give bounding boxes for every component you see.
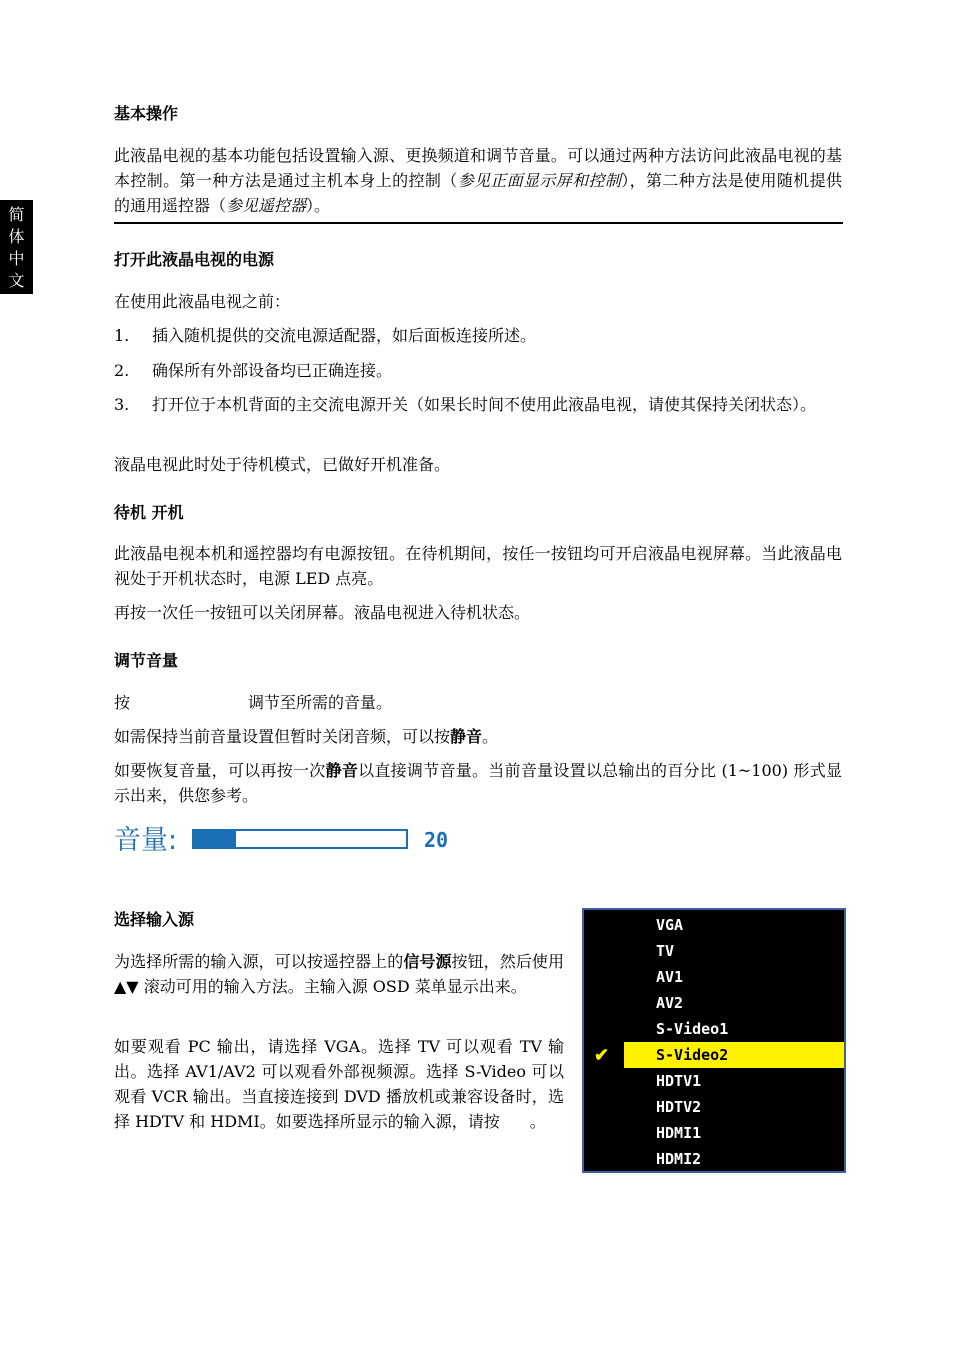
section-title-standby: 待机 开机 xyxy=(114,503,184,522)
paragraph-text: 按钮，然后使用 ▲▼ 滚动可用的输入方法。主输入源 OSD 菜单显示出来。 xyxy=(114,952,564,996)
check-icon: ✔ xyxy=(594,1045,610,1066)
paragraph-text: 如需保持当前音量设置但暂时关闭音频，可以按 xyxy=(114,727,451,746)
list-number: 2. xyxy=(114,361,130,380)
mute-key-label: 静音 xyxy=(450,727,483,746)
list-text: 确保所有外部设备均已正确连接。 xyxy=(152,361,393,380)
section-title-basic-operation: 基本操作 xyxy=(114,104,179,123)
osd-source-item[interactable]: S-Video1 xyxy=(656,1020,729,1038)
paragraph-text: 为选择所需的输入源，可以按遥控器上的 xyxy=(114,952,404,971)
volume-bar-fill xyxy=(194,831,236,847)
list-item xyxy=(114,323,842,348)
source-key-label: 信号源 xyxy=(403,952,452,971)
volume-press-line xyxy=(114,690,842,715)
list-number: 3. xyxy=(114,395,130,414)
paragraph-text: 此液晶电视的基本功能包括设置输入源、更换频道和调节音量。可以通过两种方法访问此液晶电视的基本控制。第一种方法是通过主机本身上的控制（ xyxy=(114,146,842,190)
osd-source-item[interactable]: HDTV2 xyxy=(656,1098,702,1116)
osd-source-item[interactable]: VGA xyxy=(656,916,684,934)
mute-key-label: 静音 xyxy=(325,761,359,780)
side-tab-char: 体 xyxy=(8,227,25,246)
paragraph-text: 调节至所需的音量。 xyxy=(248,693,393,712)
paragraph-text: 以直接调节音量。当前音量设置以总输出的百分比 (1~100) 形式显示出来，供您参考。 xyxy=(114,761,842,805)
power-outro: 液晶电视此时处于待机模式，已做好开机准备。 xyxy=(114,455,451,474)
list-text: 插入随机提供的交流电源适配器，如后面板连接所述。 xyxy=(152,326,537,345)
paragraph-text: 。 xyxy=(482,727,499,746)
osd-source-item[interactable]: AV2 xyxy=(656,994,684,1012)
section-divider xyxy=(114,222,843,224)
paragraph-text: 按 xyxy=(114,693,131,712)
reference-remote: 参见遥控器 xyxy=(226,196,307,215)
osd-source-item[interactable]: AV1 xyxy=(656,968,684,986)
paragraph-text: 如要观看 PC 输出，请选择 VGA。选择 TV 可以观看 TV 输出。选择 AV1/AV2 可以观看外部视频源。选择 S-Video 可以观看 VCR 输出。当直接连接到 DVD 播放机或兼容设备时，选择 HDTV 和 HDMI。如要选择所显示的输入源，请按 xyxy=(114,1037,564,1131)
paragraph-text: ），第二种方法是使用随机提供的通用遥控器（ xyxy=(114,171,842,215)
input-source-paragraph-1 xyxy=(114,949,564,999)
paragraph-text: 如要恢复音量，可以再按一次 xyxy=(114,761,326,780)
osd-source-item[interactable]: S-Video2 xyxy=(624,1042,844,1068)
basic-operation-paragraph xyxy=(114,143,842,218)
list-item xyxy=(114,392,842,417)
power-intro: 在使用此液晶电视之前： xyxy=(114,292,291,311)
reference-front-panel: 参见正面显示屏和控制 xyxy=(457,171,622,190)
section-title-power-on: 打开此液晶电视的电源 xyxy=(114,250,275,269)
list-text: 打开位于本机背面的主交流电源开关（如果长时间不使用此液晶电视，请使其保持关闭状态）。 xyxy=(152,395,817,414)
language-side-tab xyxy=(0,200,33,294)
mute-paragraph xyxy=(114,724,842,749)
restore-paragraph xyxy=(114,758,842,808)
list-number: 1. xyxy=(114,326,130,345)
standby-paragraph-1: 此液晶电视本机和遥控器均有电源按钮。在待机期间，按任一按钮均可开启液晶电视屏幕。当此液晶电视处于开机状态时，电源 LED 点亮。 xyxy=(114,544,842,588)
list-item xyxy=(114,358,842,383)
side-tab-char: 文 xyxy=(8,271,25,290)
standby-paragraph-2: 再按一次任一按钮可以关闭屏幕。液晶电视进入待机状态。 xyxy=(114,603,531,622)
osd-source-item[interactable]: HDMI1 xyxy=(656,1124,702,1142)
osd-source-item[interactable]: HDMI2 xyxy=(656,1150,702,1168)
input-source-paragraph-2 xyxy=(114,1034,564,1134)
section-title-volume: 调节音量 xyxy=(114,651,179,670)
input-source-osd-menu xyxy=(582,908,846,1173)
section-title-input-source: 选择输入源 xyxy=(114,910,195,929)
volume-value: 20 xyxy=(424,828,449,852)
osd-source-item[interactable]: TV xyxy=(656,942,675,960)
osd-source-item[interactable]: HDTV1 xyxy=(656,1072,702,1090)
paragraph-text: ）。 xyxy=(306,196,331,215)
volume-bar xyxy=(192,829,408,849)
side-tab-char: 中 xyxy=(8,249,25,268)
side-tab-char: 简 xyxy=(8,205,25,224)
paragraph-text: 。 xyxy=(529,1112,546,1131)
volume-osd-label: 音量: xyxy=(114,825,178,856)
